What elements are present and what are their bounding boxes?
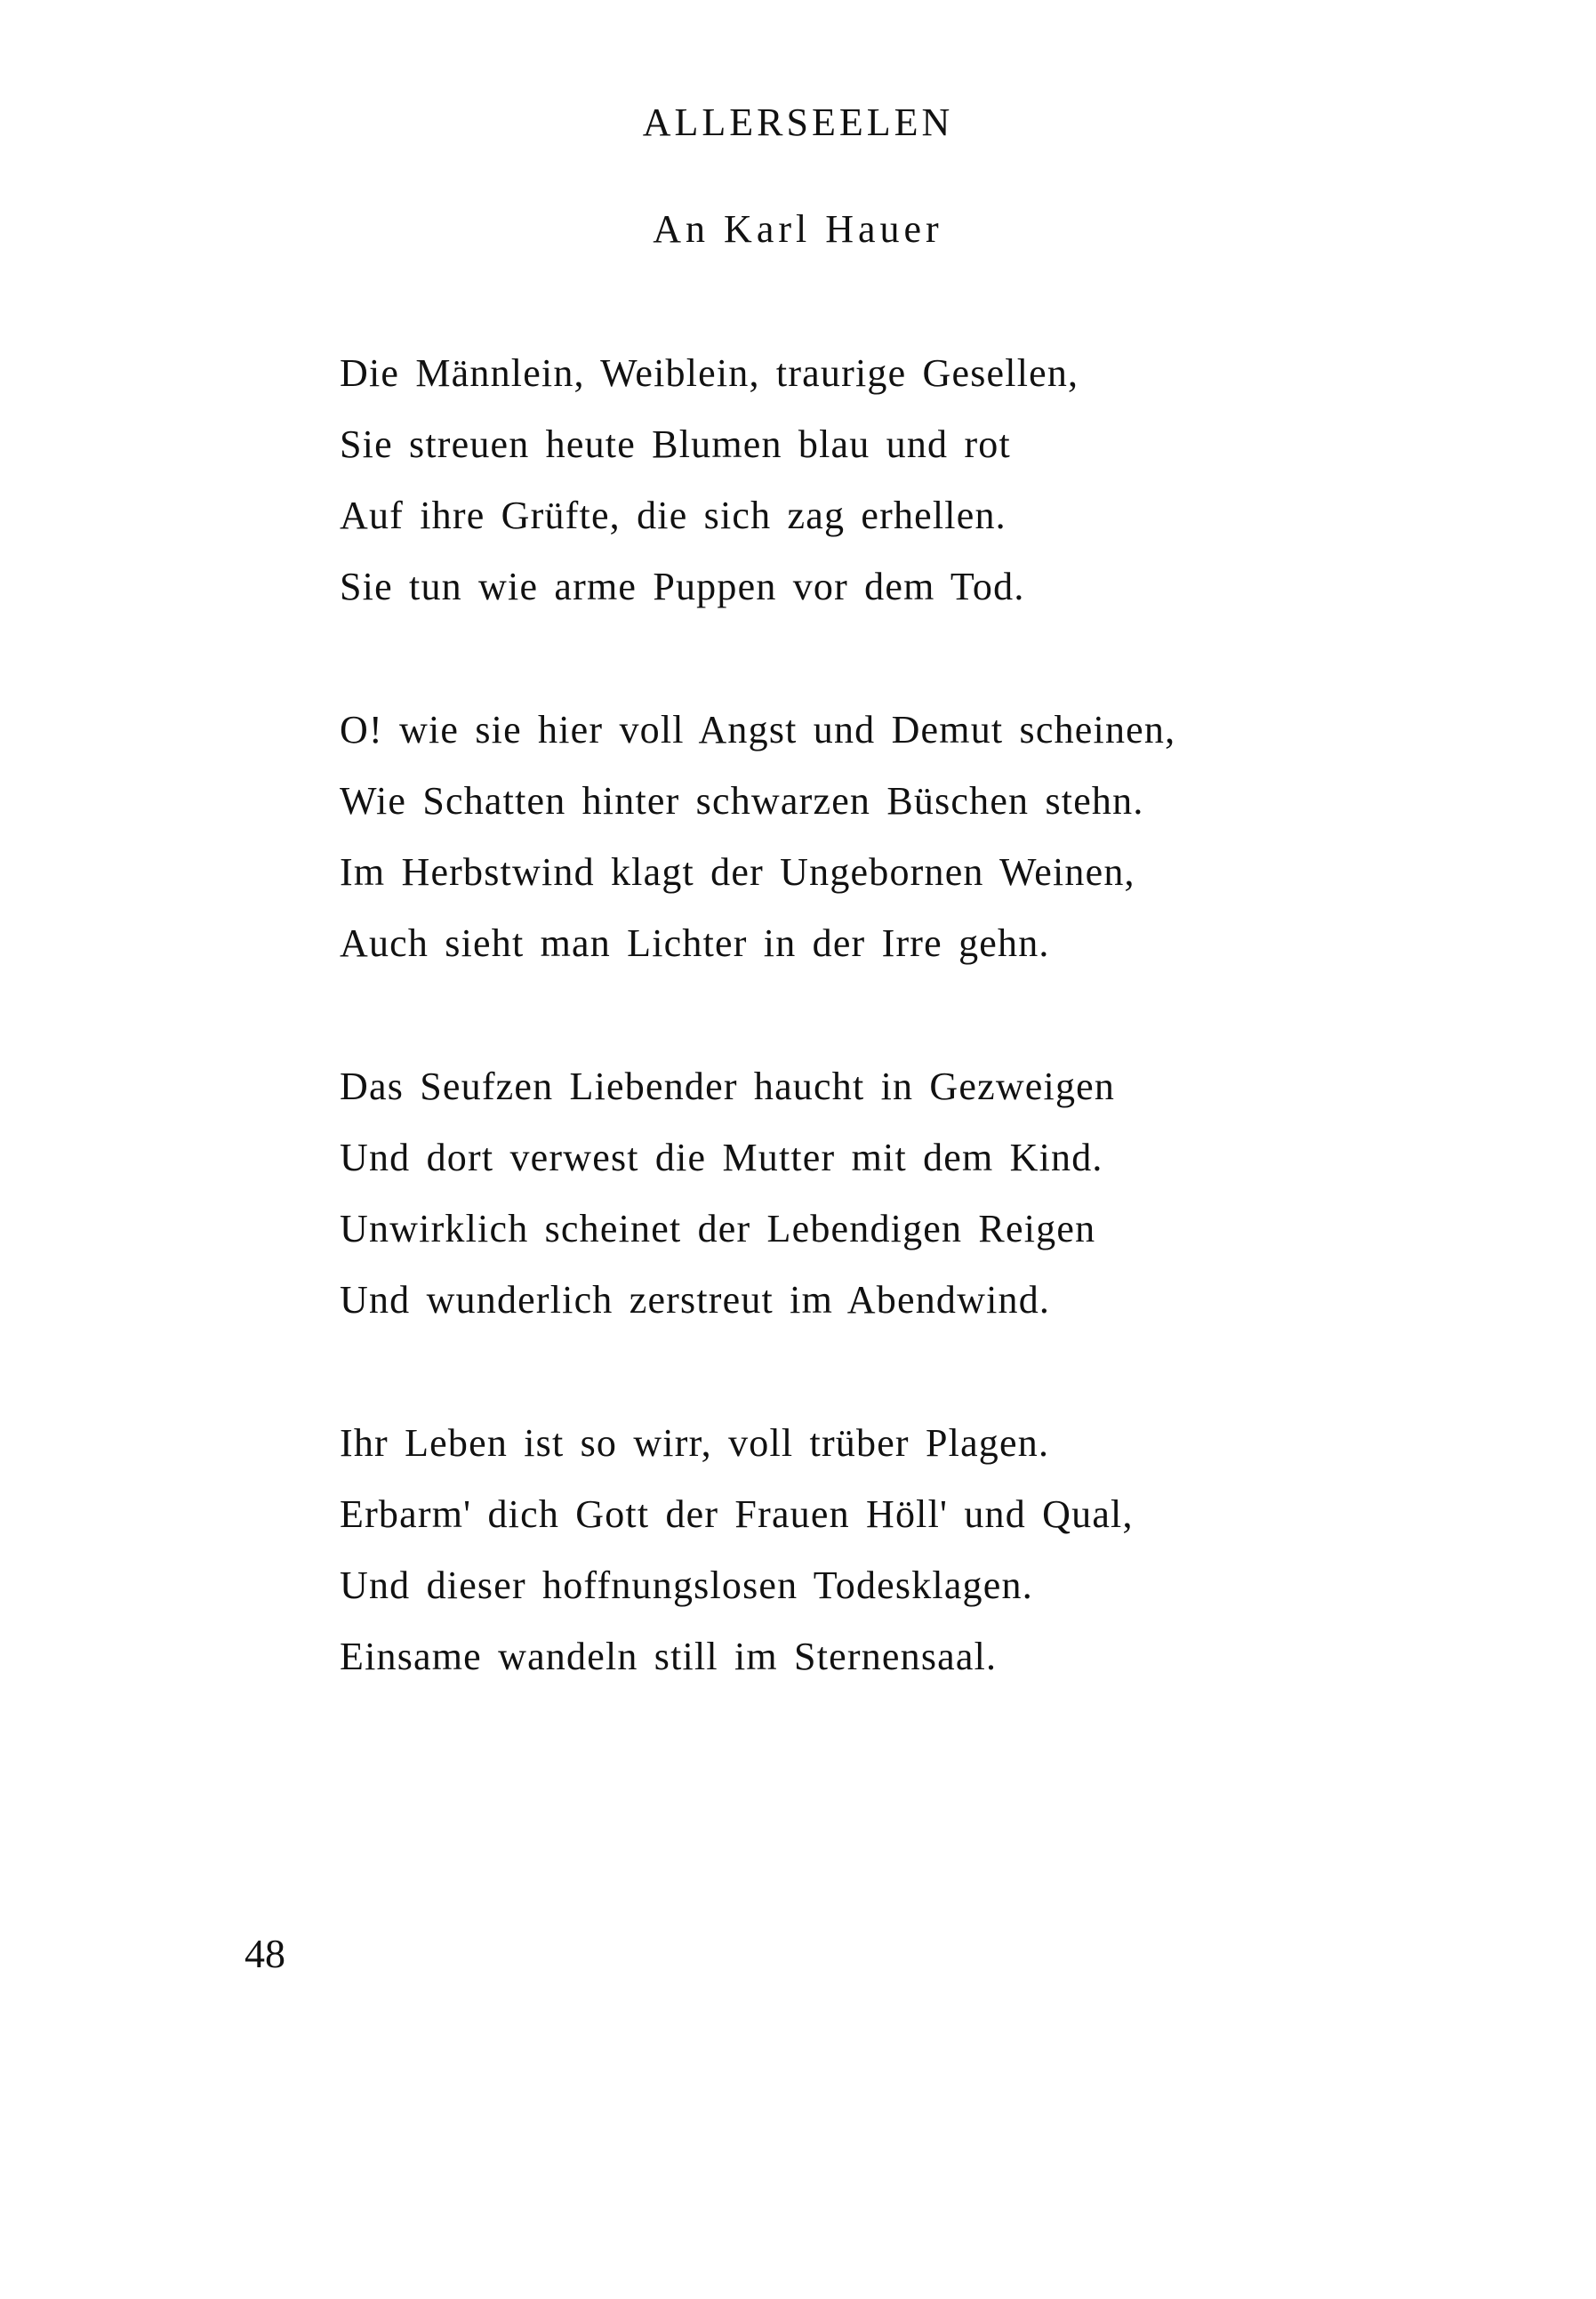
poem-dedication: An Karl Hauer (653, 207, 943, 251)
stanza-4 (340, 1408, 1407, 1692)
poem-line: Und dort verwest die Mutter mit dem Kind. (340, 1136, 1103, 1179)
poem-line: Einsame wandeln still im Sternensaal. (340, 1635, 998, 1678)
poem-line: Im Herbstwind klagt der Ungebornen Weinen, (340, 850, 1135, 894)
poem-title: ALLERSEELEN (642, 100, 954, 144)
poem-line: Sie streuen heute Blumen blau und rot (340, 422, 1011, 466)
poem-line: Unwirklich scheinet der Lebendigen Reigen (340, 1207, 1096, 1250)
poem-line: Die Männlein, Weiblein, traurige Gesellen, (340, 351, 1079, 395)
poem-line: Erbarm' dich Gott der Frauen Höll' und Qual, (340, 1492, 1134, 1536)
poem-line: Auch sieht man Lichter in der Irre gehn. (340, 921, 1050, 965)
poem-line: Wie Schatten hinter schwarzen Büschen stehn. (340, 779, 1144, 823)
poem-line: O! wie sie hier voll Angst und Demut scheinen, (340, 708, 1176, 752)
stanza-1 (340, 338, 1407, 623)
poem-line: Auf ihre Grüfte, die sich zag erhellen. (340, 494, 1007, 537)
stanza-3 (340, 1051, 1407, 1336)
page-number: 48 (245, 1931, 285, 1976)
poem-line: Sie tun wie arme Puppen vor dem Tod. (340, 565, 1025, 608)
poem-line: Und dieser hoffnungslosen Todesklagen. (340, 1563, 1033, 1607)
poem-line: Das Seufzen Liebender haucht in Gezweigen (340, 1065, 1116, 1108)
poem-line: Ihr Leben ist so wirr, voll trüber Plagen. (340, 1421, 1050, 1465)
poem-line: Und wunderlich zerstreut im Abendwind. (340, 1278, 1051, 1322)
poem-body (340, 338, 1407, 1764)
stanza-2 (340, 695, 1407, 979)
